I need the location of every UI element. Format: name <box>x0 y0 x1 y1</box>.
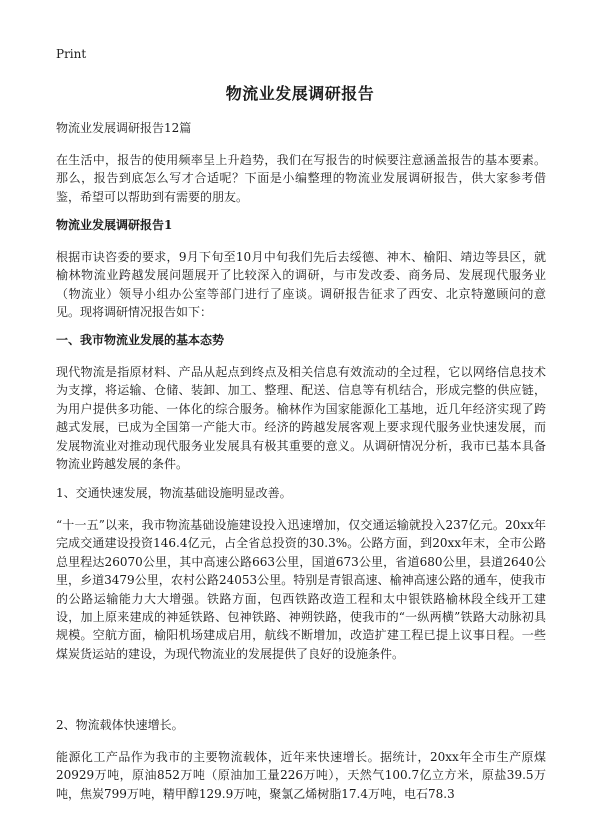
report1-heading: 物流业发展调研报告1 <box>56 218 173 232</box>
paragraph-3: “十一五”以来，我市物流基础设施建设投入迅速增加，仅交通运输就投入237亿元。20xx年完成交通建设投资146.4亿元，占全省总投资的30.3%。公路方面，到20xx年末，全市公路总里程达26070公里，其中高速公路663公里，国道673公里，省道680公里，县道2640公里，乡道3479公里，农村公路24053公里。特别是青银高速、榆神高速公路的通车，使我市的公路运输能力大大增强。铁路方面，包西铁路改造工程和太中银铁路榆林段全线开工建设，加上原来建成的神延铁路、包神铁路、神朔铁路，使我市的“一纵两横”铁路大动脉初具规模。空航方面，榆阳机场建成启用，航线不断增加，改造扩建工程已提上议事日程。一些煤炭货运站的建设，为现代物流业的发展提供了良好的设施条件。 <box>56 518 546 661</box>
paragraph-1: 根据市诀咨委的要求，9月下旬至10月中旬我们先后去绥德、神木、榆阳、靖边等县区，就榆林物流业跨越发展问题展开了比较深入的调研，与市发改委、商务局、发展现代服务业（物流业）领导小组办公室等部门进行了座谈。调研报告征求了西安、北京特邀顾问的意见。现将调研情况报告如下： <box>56 250 546 320</box>
paragraph-2: 现代物流是指原材料、产品从起点到终点及相关信息有效流动的全过程，它以网络信息技术为支撑，将运输、仓储、装卸、加工、整理、配送、信息等有机结合，形成完整的供应链，为用户提供多功能、一体化的综合服务。榆林作为国家能源化工基地，近几年经济实现了跨越式发展，已成为全国第一产能大市。经济的跨越发展客观上要求现代服务业快速发展，而发展物流业对推动现代服务业发展具有极其重要的意义。从调研情况分析，我市已基本具备物流业跨越发展的条件。 <box>56 365 546 472</box>
intro-paragraph: 在生活中，报告的使用频率呈上升趋势，我们在写报告的时候要注意涵盖报告的基本要素。那么，报告到底怎么写才合适呢？下面是小编整理的物流业发展调研报告，供大家参考借鉴，希望可以帮助到有需要的朋友。 <box>56 153 546 204</box>
subheading-2: 2、物流载体快速增长。 <box>56 718 184 732</box>
document-title: 物流业发展调研报告 <box>225 84 375 103</box>
document-subtitle: 物流业发展调研报告12篇 <box>56 121 192 135</box>
print-label[interactable]: Print <box>56 47 87 61</box>
paragraph-4: 能源化工产品作为我市的主要物流载体，近年来快速增长。据统计，20xx年全市生产原煤20929万吨，原油852万吨（原油加工量226万吨），天然气100.7亿立方米，原盐39.5万吨，焦炭799万吨，精甲醇129.9万吨，聚氯乙烯树脂17.4万吨，电石78.3 <box>56 750 546 801</box>
subheading-1: 1、交通快速发展，物流基础设施明显改善。 <box>56 486 292 500</box>
section1-heading: 一、我市物流业发展的基本态势 <box>56 333 225 347</box>
